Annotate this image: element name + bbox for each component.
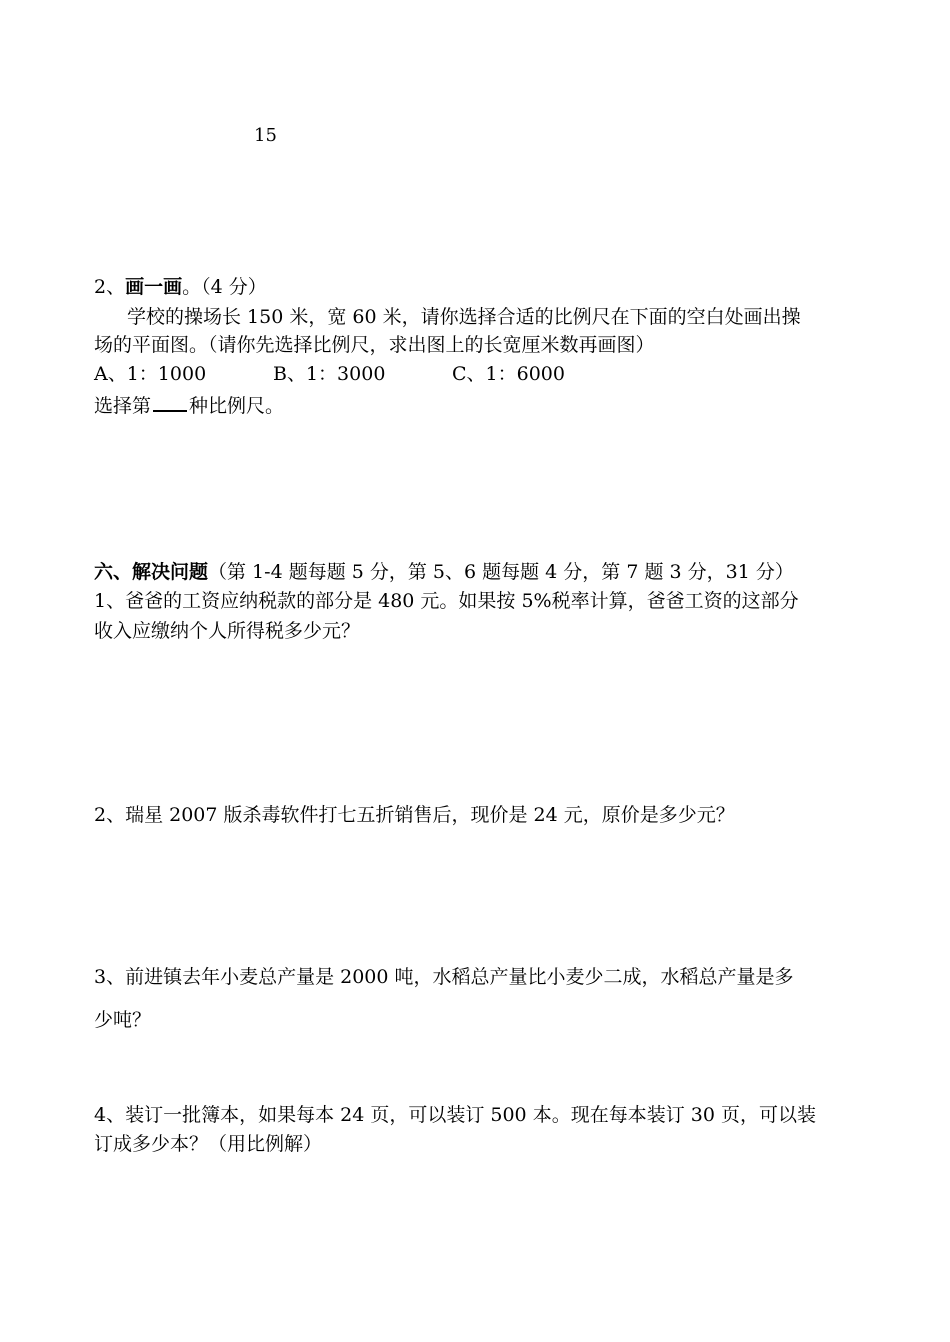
answer-line — [94, 390, 864, 421]
option-a: A、1：1000 — [94, 363, 207, 385]
question-heading-draw — [94, 272, 864, 302]
answer-suffix: 种比例尺。 — [189, 395, 285, 417]
problem-4-line: 订成多少本？（用比例解） — [94, 1133, 323, 1155]
problem-4-line: 4、装订一批簿本，如果每本 24 页，可以装订 500 本。现在每本装订 30 页，可以装 — [94, 1104, 816, 1126]
section-title: 六、解决问题 — [94, 561, 209, 583]
scale-options — [94, 359, 864, 389]
answer-prefix: 选择第 — [94, 395, 152, 417]
option-c: C、1：6000 — [452, 363, 565, 385]
answer-blank[interactable] — [153, 390, 187, 412]
question-number: 2、 — [94, 276, 126, 298]
problem-3-line: 3、前进镇去年小麦总产量是 2000 吨，水稻总产量比小麦少二成，水稻总产量是多 — [94, 966, 794, 988]
option-b: B、1：3000 — [273, 363, 386, 385]
problem-1-line: 收入应缴纳个人所得税多少元？ — [94, 620, 361, 642]
question-body-line: 学校的操场长 150 米，宽 60 米，请你选择合适的比例尺在下面的空白处画出操 — [127, 306, 801, 328]
page-number: 15 — [254, 125, 277, 146]
problem-1-line: 1、爸爸的工资应纳税款的部分是 480 元。如果按 5%税率计算，爸爸工资的这部分 — [94, 590, 799, 612]
problem-3-line: 少吨？ — [94, 1009, 152, 1031]
section-heading — [94, 557, 864, 587]
problem-2-line: 2、瑞星 2007 版杀毒软件打七五折销售后，现价是 24 元，原价是多少元？ — [94, 804, 735, 826]
section-scoring: （第 1-4 题每题 5 分，第 5、6 题每题 4 分，第 7 题 3 分，31 分） — [208, 561, 794, 583]
question-title: 画一画 — [125, 276, 183, 298]
question-points: 。（4 分） — [182, 276, 267, 298]
question-body-line: 场的平面图。（请你先选择比例尺，求出图上的长宽厘米数再画图） — [94, 334, 655, 356]
